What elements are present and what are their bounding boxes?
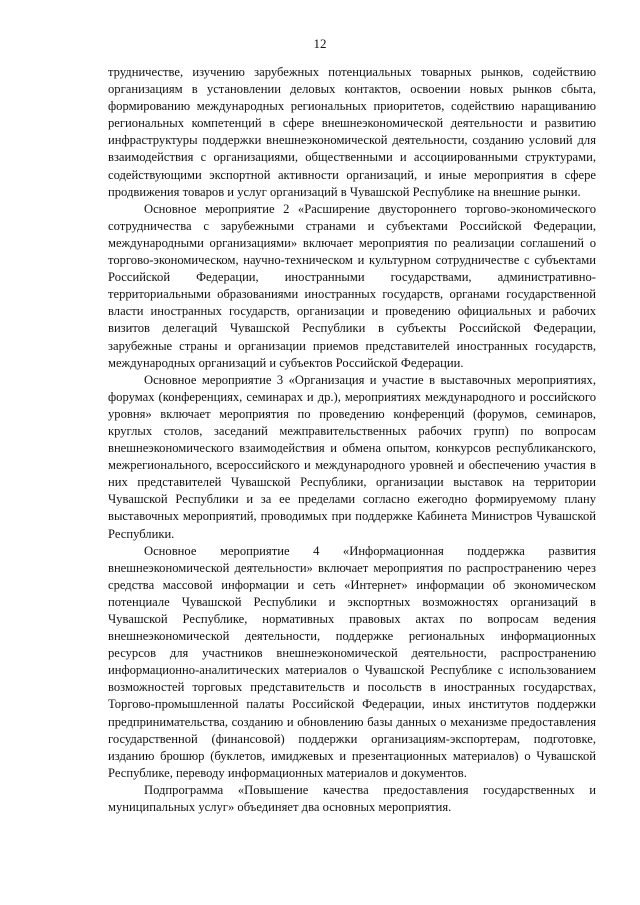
page-number: 12 [313, 36, 327, 51]
paragraph-main-activity-4: Основное мероприятие 4 «Информационная поддержка развития внешнеэкономической деятельности» включает мероприятия по распространению через средства массовой информации и сеть «Интернет» информации об экономическом потенциале Чувашской Республики и экспортных возможностях организаций в Чувашской Республике, нормативных правовых актах по вопросам ведения внешнеэкономической деятельности, поддержке региональных информационных ресурсов для участников внешнеэкономической деятельности, распространению информационно-аналитических материалов о Чувашской Республике с использованием возможностей торговых представительств и посольств в иностранных государствах, Торгово-промышленной палаты Российской Федерации, иных институтов поддержки предпринимательства, созданию и обновлению базы данных о механизме предоставления государственной (финансовой) поддержки организациям-экспортерам, подготовке, изданию брошюр (буклетов, имиджевых и презентационных материалов) о Чувашской Республике, переводу информационных материалов и документов. [108, 543, 596, 780]
paragraph-main-activity-3: Основное мероприятие 3 «Организация и участие в выставочных мероприятиях, форумах (конференциях, семинарах и др.), мероприятиях международного и российского уровня» включает мероприятия по проведению конференций (форумов, семинаров, круглых столов, заседаний межправительственных рабочих групп) по вопросам внешнеэкономического взаимодействия и обмена опытом, конкурсов республиканского, межрегионального, всероссийского и международного уровней и обеспечению участия в них представителей Чувашской Республики, организации выставок на территории Чувашской Республики и за ее пределами согласно ежегодно формируемому плану выставочных мероприятий, проводимых при поддержке Кабинета Министров Чувашской Республики. [108, 372, 596, 541]
paragraph-main-activity-2: Основное мероприятие 2 «Расширение двустороннего торгово-экономического сотрудничества с зарубежными странами и субъектами Российской Федерации, международными организациями» включает мероприятия по реализации соглашений о торгово-экономическом, научно-техническом и культурном сотрудничестве с субъектами Российской Федерации, иностранными государствами, административно-территориальными образованиями иностранных государств, органами государственной власти иностранных государств, организации и проведению официальных и рабочих визитов делегаций Чувашской Республики в субъекты Российской Федерации, зарубежные страны и организации приемов представителей иностранных государств, международных организаций и субъектов Российской Федерации. [108, 201, 596, 370]
document-body [108, 64, 596, 816]
paragraph-continuation: трудничестве, изучению зарубежных потенциальных товарных рынков, содействию организациям в установлении деловых контактов, освоении новых рынков сбыта, формированию международных региональных приоритетов, содействию наращиванию региональных компетенций в сфере внешнеэкономической деятельности и развитию инфраструктуры поддержки внешнеэкономической деятельности, созданию условий для взаимодействия с организациями, общественными и ассоциированными структурами, содействующими экспортной активности организаций, и иные мероприятия в сфере продвижения товаров и услуг организаций в Чувашской Республике на внешние рынки. [108, 65, 596, 199]
paragraph-subprogram: Подпрограмма «Повышение качества предоставления государственных и муниципальных услуг» объединяет два основных мероприятия. [108, 782, 596, 815]
